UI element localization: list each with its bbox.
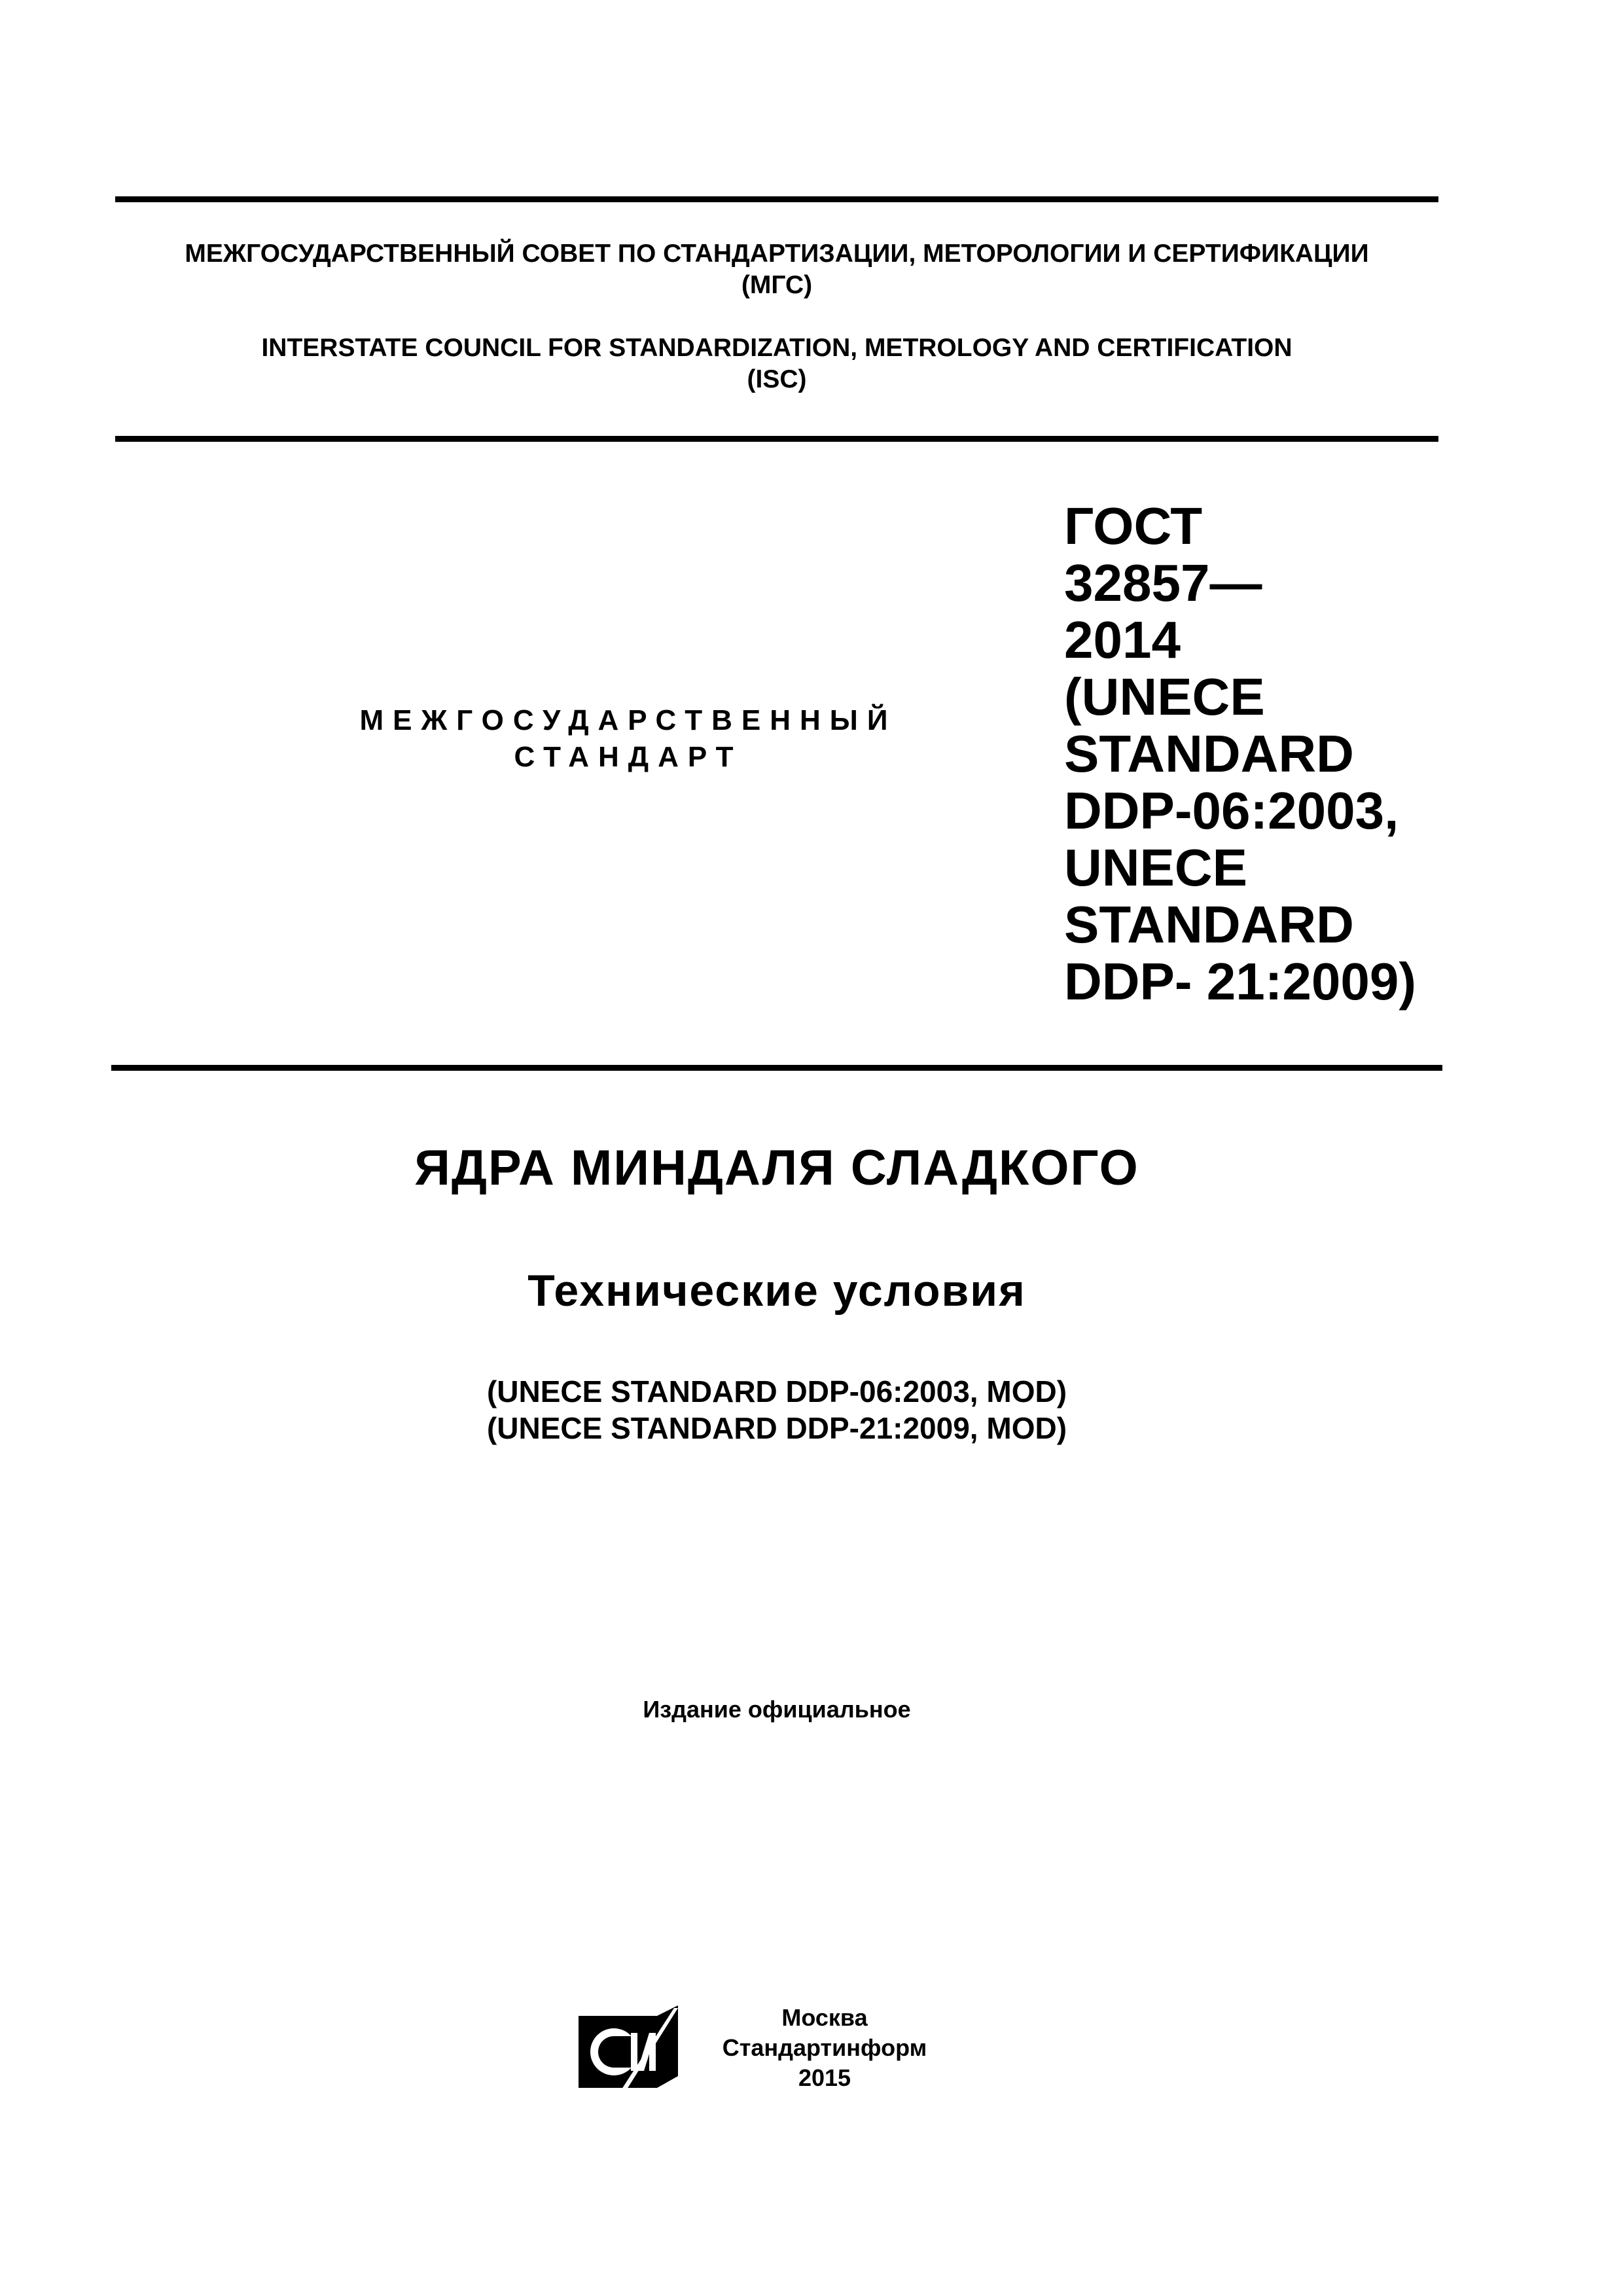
gost-line: 2014 <box>1064 611 1181 669</box>
publisher-block <box>694 2003 955 2093</box>
mod-ref: (UNECE STANDARD DDP-21:2009, MOD) <box>486 1411 1067 1445</box>
gost-line: STANDARD <box>1064 895 1354 954</box>
gost-line: DDP-06:2003, <box>1064 781 1399 840</box>
council-ru <box>115 238 1438 301</box>
gost-line: STANDARD <box>1064 725 1354 783</box>
publisher-year: 2015 <box>798 2064 851 2091</box>
gost-designation <box>1064 497 1431 1010</box>
document-subtitle: Технические условия <box>527 1266 1026 1316</box>
standartinform-logo-icon <box>576 2003 681 2094</box>
header-rule <box>115 436 1438 442</box>
standard-type-label <box>308 702 949 776</box>
gost-line: DDP- 21:2009) <box>1064 952 1417 1011</box>
standard-type-line-2: СТАНДАРТ <box>514 741 743 773</box>
gost-line: (UNECE <box>1064 668 1265 726</box>
publisher-city: Москва <box>781 2004 868 2031</box>
council-ru-name: МЕЖГОСУДАРСТВЕННЫЙ СОВЕТ ПО СТАНДАРТИЗАЦИИ, МЕТОРОЛОГИИ И СЕРТИФИКАЦИИ <box>185 240 1369 268</box>
council-ru-abbr: (МГС) <box>741 271 813 299</box>
publisher-name: Стандартинформ <box>722 2034 927 2061</box>
mod-ref: (UNECE STANDARD DDP-06:2003, MOD) <box>486 1374 1067 1408</box>
gost-line: ГОСТ <box>1064 497 1203 555</box>
council-en <box>115 332 1438 395</box>
edition-note: Издание официальное <box>643 1696 911 1723</box>
council-en-name: INTERSTATE COUNCIL FOR STANDARDIZATION, METROLOGY AND CERTIFICATION <box>261 334 1293 362</box>
council-en-abbr: (ISC) <box>747 365 807 393</box>
gost-line: 32857— <box>1064 554 1262 612</box>
modification-references <box>115 1373 1438 1446</box>
standard-type-line-1: МЕЖГОСУДАРСТВЕННЫЙ <box>359 704 897 736</box>
top-rule <box>115 196 1438 202</box>
title-rule <box>111 1065 1442 1071</box>
document-title: ЯДРА МИНДАЛЯ СЛАДКОГО <box>414 1140 1139 1196</box>
gost-line: UNECE <box>1064 838 1248 897</box>
